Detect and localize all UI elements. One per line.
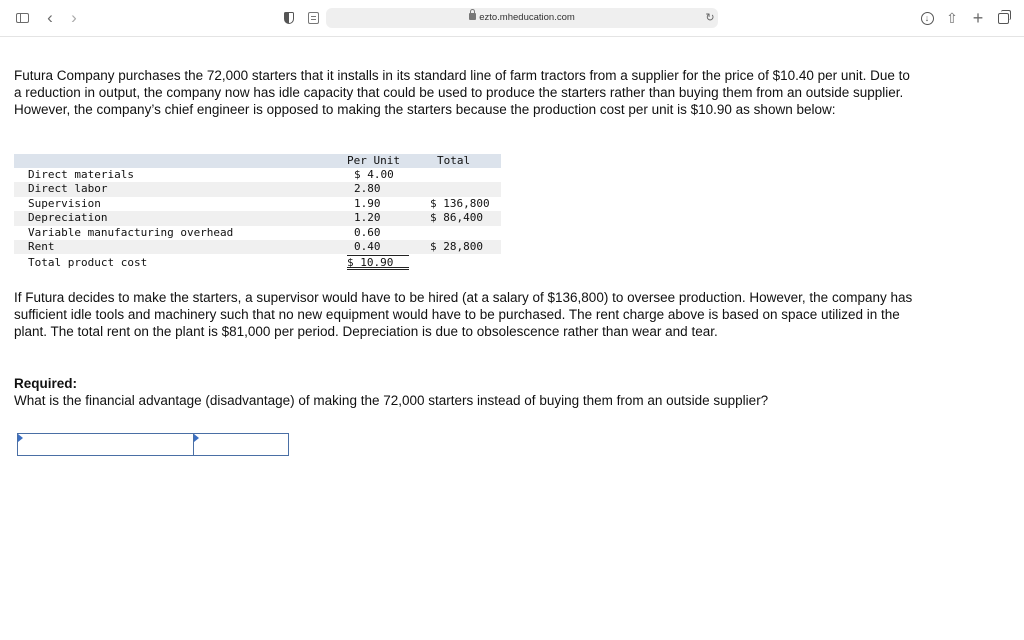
row-label: Supervision xyxy=(28,196,101,210)
header-total: Total xyxy=(437,154,471,167)
cost-table xyxy=(14,154,501,271)
row-per-unit: 0.40 xyxy=(354,239,381,253)
table-row xyxy=(14,197,501,211)
row-per-unit: 2.80 xyxy=(354,182,381,196)
answer-amount-cell xyxy=(194,434,288,455)
required-question: What is the financial advantage (disadvantage) of making the 72,000 starters instead of buying them from an outside supplier? xyxy=(14,393,769,408)
cost-table-header xyxy=(14,154,501,168)
table-row xyxy=(14,168,501,182)
table-row xyxy=(14,211,501,225)
new-tab-icon[interactable]: + xyxy=(972,8,984,28)
answer-label-cell xyxy=(18,434,194,455)
answer-row xyxy=(17,433,289,456)
row-label: Direct materials xyxy=(28,168,134,181)
input-marker-icon xyxy=(194,434,199,442)
table-row xyxy=(14,240,501,254)
reload-icon[interactable]: ↻ xyxy=(705,12,715,24)
problem-intro: Futura Company purchases the 72,000 starters that it installs in its standard line of farm tractors from a supplier for the price of $10.40 per unit. Due to a reduction in output, the company now has idle capacity that could be used to produce the starters rather than buying them from an outside supplier. However, the company’s chief engineer is opposed to making the starters because the production cost per unit is $10.90 as shown below: xyxy=(14,68,910,117)
row-label: Rent xyxy=(28,239,55,253)
header-per-unit: Per Unit xyxy=(347,154,400,167)
tabs-icon[interactable] xyxy=(996,10,1010,26)
row-total: $ 28,800 xyxy=(430,239,483,253)
lock-icon xyxy=(469,13,476,20)
total-per-unit: $ 10.90 xyxy=(347,255,409,270)
forward-icon[interactable]: › xyxy=(71,8,77,27)
row-label: Variable manufacturing overhead xyxy=(28,225,234,239)
row-label: Depreciation xyxy=(28,211,108,225)
shield-icon[interactable] xyxy=(282,10,296,26)
address-bar[interactable] xyxy=(326,8,718,28)
problem-detail: If Futura decides to make the starters, a supervisor would have to be hired (at a salary of $136,800) to oversee production. However, the company has sufficient idle tools and machinery such that no new equipment would have to be purchased. The rent charge above is based on space utilized in the plant. The total rent on the plant is $81,000 per period. Depreciation is due to obsolescence rather than wear and tear. xyxy=(14,290,913,339)
sidebar-icon[interactable] xyxy=(14,10,30,26)
row-label: Direct labor xyxy=(28,182,108,196)
table-row xyxy=(14,226,501,240)
answer-label-input[interactable] xyxy=(18,434,193,455)
row-per-unit: 1.90 xyxy=(354,196,381,210)
back-icon[interactable]: ‹ xyxy=(47,8,53,27)
url-text: ezto.mheducation.com xyxy=(479,12,575,23)
table-row xyxy=(14,182,501,196)
row-per-unit: $ 4.00 xyxy=(354,168,394,181)
share-icon[interactable]: ⇧ xyxy=(946,10,958,26)
reader-icon[interactable] xyxy=(306,10,320,26)
row-total: $ 136,800 xyxy=(430,196,490,210)
url-display[interactable] xyxy=(326,11,718,25)
row-per-unit: 0.60 xyxy=(354,225,381,239)
total-label: Total product cost xyxy=(28,256,148,270)
answer-amount-input[interactable] xyxy=(194,434,288,455)
row-per-unit: 1.20 xyxy=(354,211,381,225)
input-marker-icon xyxy=(18,434,23,442)
download-icon[interactable]: ↓ xyxy=(920,10,934,26)
row-total: $ 86,400 xyxy=(430,211,483,225)
table-total-row xyxy=(14,254,501,271)
browser-toolbar xyxy=(0,0,1024,37)
required-heading: Required: xyxy=(14,376,78,391)
